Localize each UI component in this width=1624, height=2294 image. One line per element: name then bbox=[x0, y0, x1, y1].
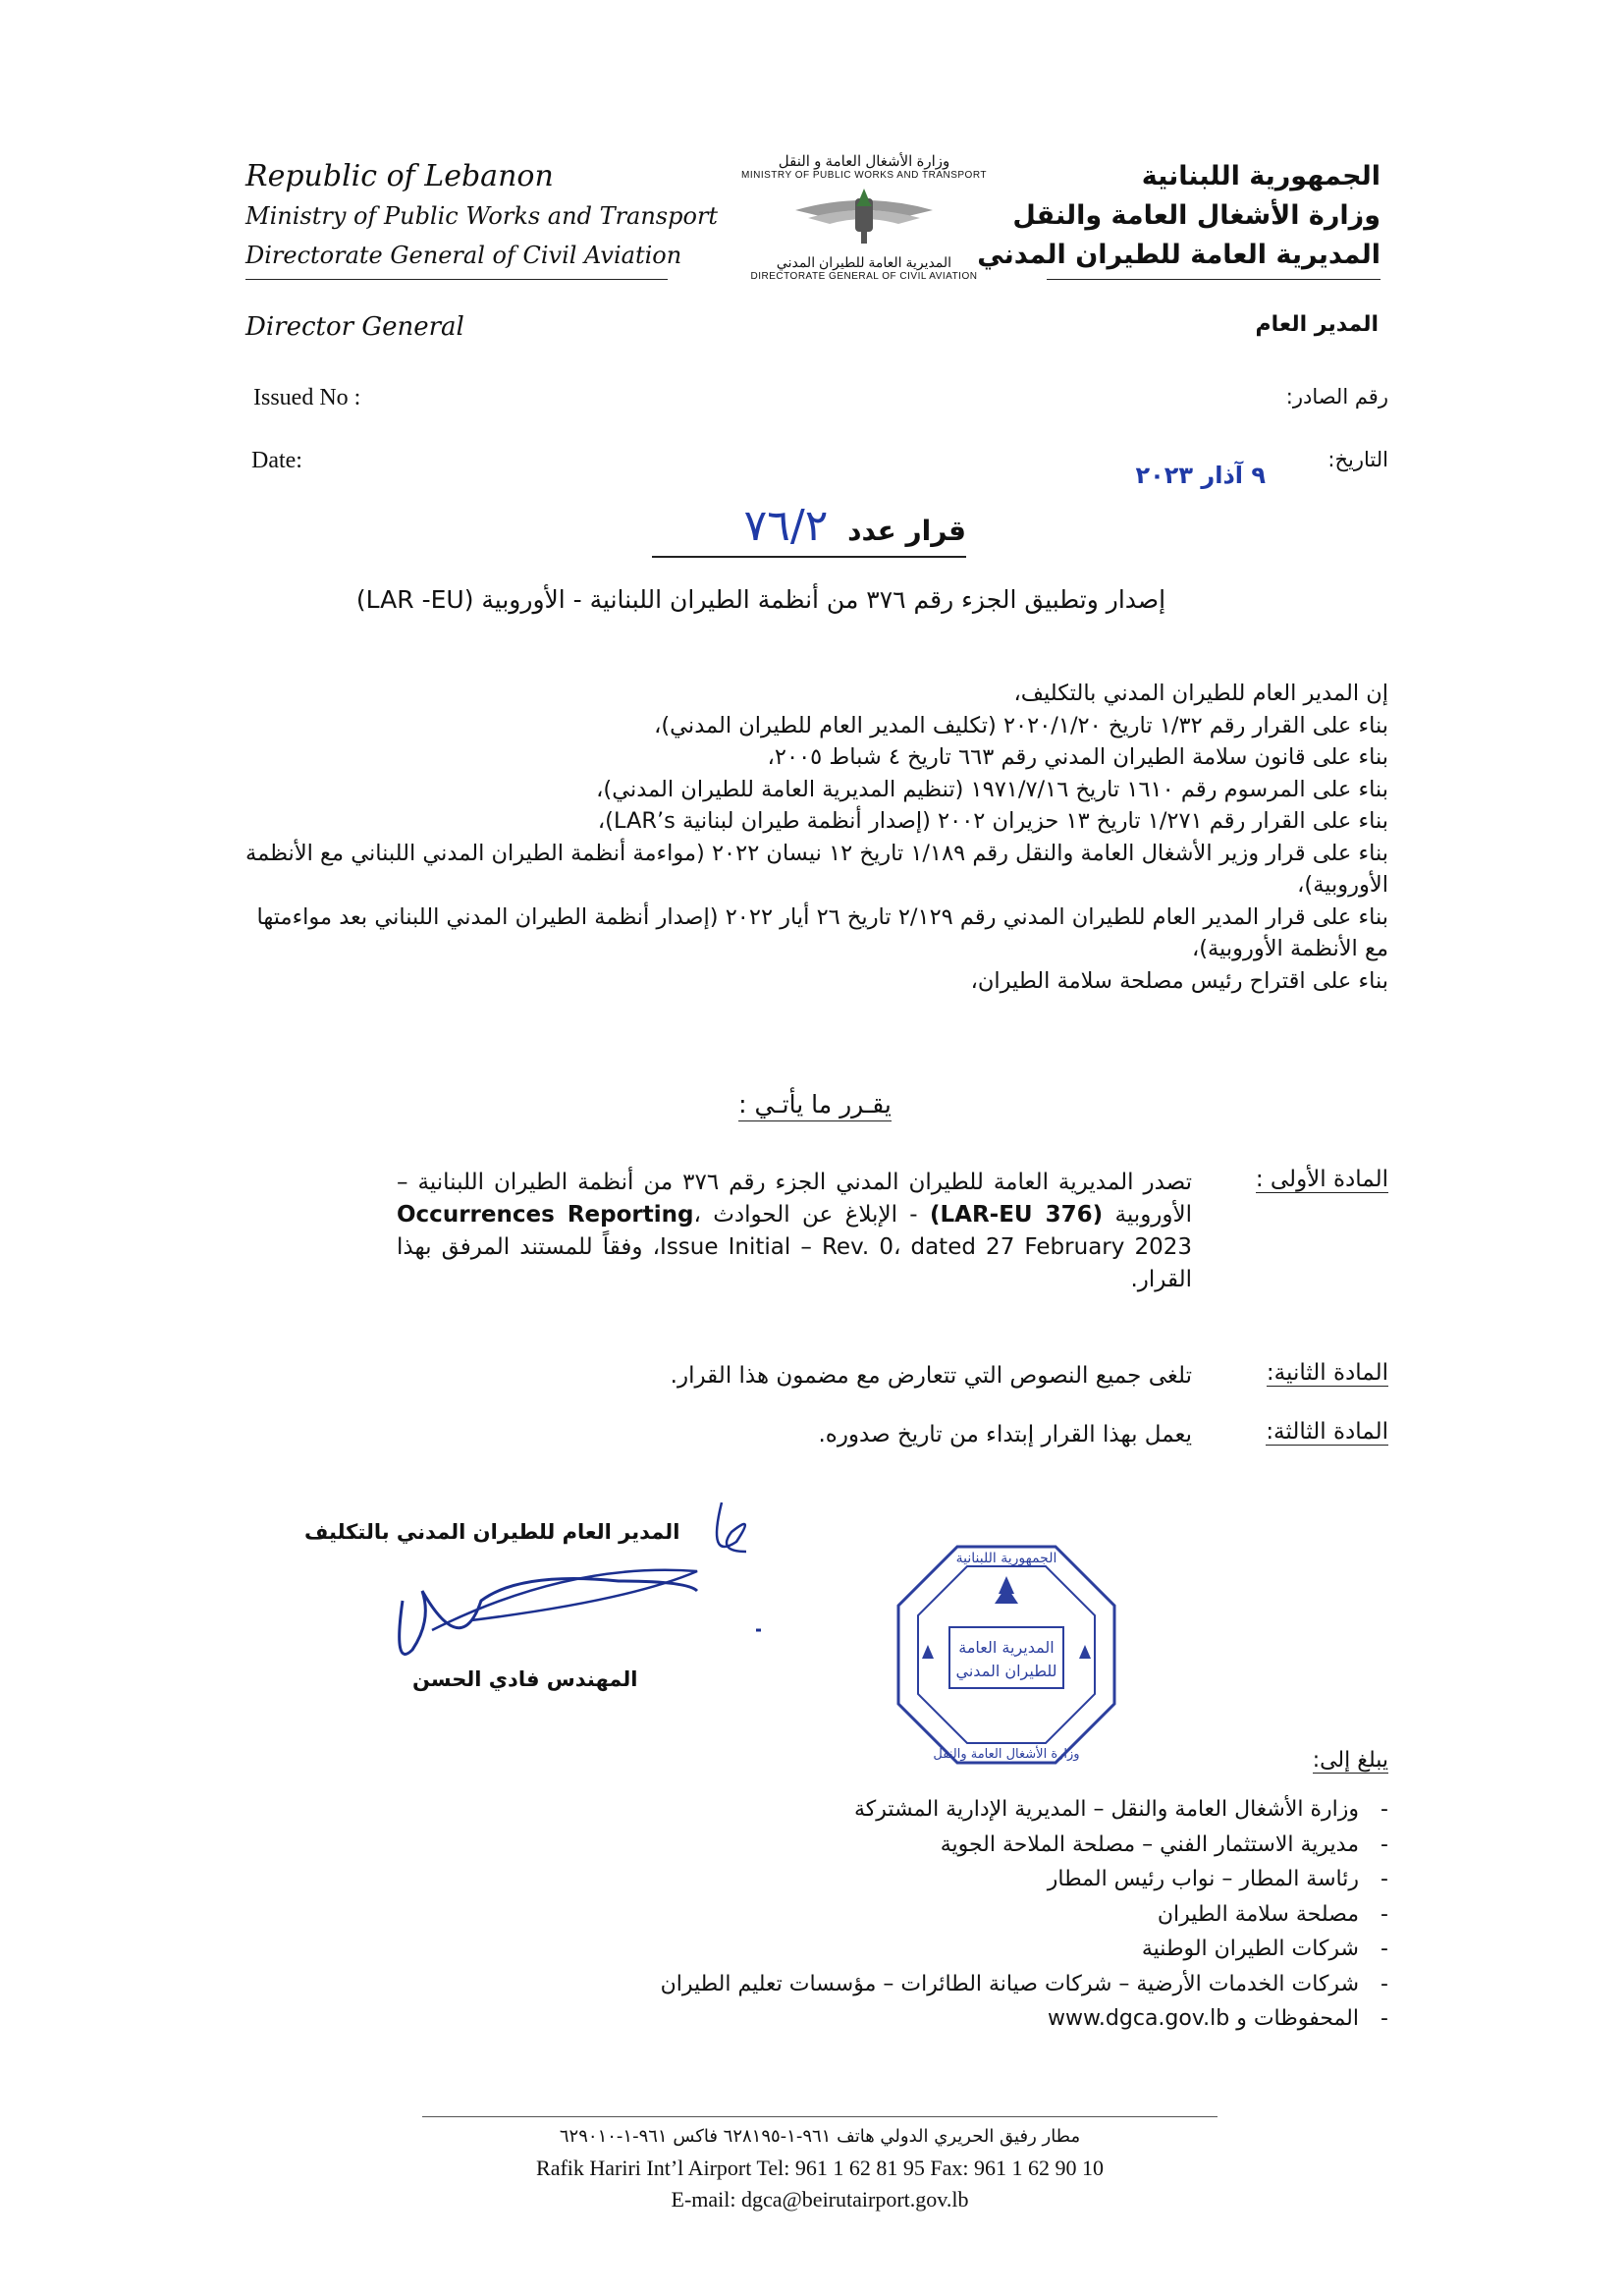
cc-list bbox=[661, 1792, 1388, 2037]
cc-item: - وزارة الأشغال العامة والنقل – المديرية الإدارية المشتركة bbox=[661, 1792, 1388, 1828]
cc-item: - رئاسة المطار – نواب رئيس المطار bbox=[661, 1862, 1388, 1897]
prelude-line: بناء على قرار وزير الأشغال العامة والنقل رقم ١/١٨٩ تاريخ ١٢ نيسان ٢٠٢٢ (مواءمة أنظمة الطيران المدني اللبناني مع الأنظمة الأوروبية)، bbox=[245, 840, 1388, 898]
prelude-line: بناء على قرار المدير العام للطيران المدني رقم ٢/١٢٩ تاريخ ٢٦ أيار ٢٠٢٢ (إصدار أنظمة الطيران المدني اللبناني بعد مواءمتها مع الأنظمة الأوروبية)، bbox=[256, 903, 1388, 961]
decision-underline bbox=[652, 556, 966, 558]
date-value: ٩ آذار ٢٠٢٣ bbox=[1135, 462, 1266, 489]
stamp-seal-icon bbox=[889, 1537, 1124, 1773]
prelude bbox=[240, 678, 1388, 997]
decision-number: ٧٦/٢ bbox=[743, 501, 829, 551]
article-3-label: المادة الثالثة: bbox=[1266, 1419, 1388, 1445]
republic-name-en: Republic of Lebanon bbox=[245, 159, 554, 193]
decision-label: قرار عدد bbox=[847, 515, 966, 547]
cc-item: - مديرية الاستثمار الفني – مصلحة الملاحة الجوية bbox=[661, 1828, 1388, 1863]
director-general-en: Director General bbox=[245, 312, 464, 342]
prelude-line: بناء على المرسوم رقم ١٦١٠ تاريخ ١٩٧١/٧/١٦ (تنظيم المديرية العامة للطيران المدني)، bbox=[596, 776, 1388, 802]
prelude-line: بناء على اقتراح رئيس مصلحة سلامة الطيران، bbox=[970, 967, 1388, 994]
director-general-ar: المدير العام bbox=[1255, 312, 1379, 337]
footer-address-en: Rafik Hariri Int’l Airport Tel: 961 1 62 81 95 Fax: 961 1 62 90 10 bbox=[536, 2156, 1104, 2180]
official-stamp bbox=[889, 1537, 1124, 1773]
directorate-name-ar: المديرية العامة للطيران المدني bbox=[977, 240, 1380, 270]
signatory-name: المهندس فادي الحسن bbox=[412, 1667, 638, 1691]
ministry-name-en: Ministry of Public Works and Transport bbox=[245, 202, 719, 230]
footer-rule bbox=[422, 2116, 1218, 2117]
stamp-inner-line-1: المديرية العامة bbox=[958, 1638, 1055, 1657]
header-english bbox=[245, 157, 718, 280]
article-2-label: المادة الثانية: bbox=[1266, 1360, 1388, 1386]
logo-ministry-ar: وزارة الأشغال العامة و النقل bbox=[778, 153, 950, 170]
cc-item: - شركات الطيران الوطنية bbox=[661, 1932, 1388, 1967]
footer bbox=[422, 2121, 1218, 2215]
issued-no-ar: رقم الصادر: bbox=[1285, 385, 1388, 409]
decides-heading: يقـرر ما يأتـي : bbox=[609, 1090, 1021, 1119]
logo-directorate-ar: المديرية العامة للطيران المدني bbox=[776, 254, 952, 270]
issued-no-en: Issued No : bbox=[253, 385, 361, 410]
logo-ministry-en: MINISTRY OF PUBLIC WORKS AND TRANSPORT bbox=[741, 170, 987, 181]
logo-directorate-en: DIRECTORATE GENERAL OF CIVIL AVIATION bbox=[750, 271, 978, 282]
stamp-outer-top: الجمهورية اللبنانية bbox=[955, 1551, 1057, 1566]
stamp-outer-bottom: وزارة الأشغال العامة والنقل bbox=[933, 1747, 1080, 1762]
stamp-inner-line-2: للطيران المدني bbox=[955, 1662, 1057, 1680]
footer-email: E-mail: dgca@beirutairport.gov.lb bbox=[671, 2187, 969, 2212]
article-3-text: يعمل بهذا القرار إبتداء من تاريخ صدوره. bbox=[818, 1422, 1192, 1447]
prelude-line: بناء على قانون سلامة الطيران المدني رقم ٦٦٣ تاريخ ٤ شباط ٢٠٠٥، bbox=[767, 744, 1388, 770]
date-label-en: Date: bbox=[251, 448, 302, 473]
cc-item: - مصلحة سلامة الطيران bbox=[661, 1897, 1388, 1933]
header-arabic bbox=[977, 157, 1380, 280]
header-rule-en bbox=[245, 279, 668, 280]
republic-name-ar: الجمهورية اللبنانية bbox=[1141, 161, 1380, 191]
cc-item: - المحفوظات و www.dgca.gov.lb bbox=[661, 2001, 1388, 2037]
handwritten-signature-icon bbox=[373, 1483, 785, 1699]
header-rule-ar bbox=[1047, 279, 1380, 280]
signature-title: المدير العام للطيران المدني بالتكليف bbox=[304, 1520, 680, 1544]
directorate-name-en: Directorate General of Civil Aviation bbox=[245, 242, 682, 269]
article-1-text: تصدر المديرية العامة للطيران المدني الجزء رقم ٣٧٦ من أنظمة الطيران اللبنانية – الأوروبية (LAR-EU 376) - الإبلاغ عن الحوادث Occurrences Reporting، Issue Initial – Rev. 0، dated 27 February 2023، وفقاً للمستند المرفق بهذا القرار. bbox=[397, 1170, 1193, 1292]
article-2-text: تلغى جميع النصوص التي تتعارض مع مضمون هذا القرار. bbox=[670, 1363, 1192, 1389]
ministry-logo bbox=[722, 152, 1006, 282]
cc-label: يبلغ إلى: bbox=[1312, 1748, 1388, 1773]
cc-item: - شركات الخدمات الأرضية – شركات صيانة الطائرات – مؤسسات تعليم الطيران bbox=[661, 1967, 1388, 2002]
footer-address-ar: مطار رفيق الحريري الدولي هاتف ٩٦١-١-٦٢٨١٩٥ فاكس ٩٦١-١-٦٢٩٠١٠ bbox=[559, 2126, 1081, 2147]
article-1-label: المادة الأولى : bbox=[1255, 1167, 1388, 1192]
prelude-line: بناء على القرار رقم ١/٣٢ تاريخ ٢٠٢٠/١/٢٠ (تكليف المدير العام للطيران المدني)، bbox=[654, 712, 1388, 738]
date-label-ar: التاريخ: bbox=[1327, 448, 1388, 471]
prelude-line: بناء على القرار رقم ١/٢٧١ تاريخ ١٣ حزيران ٢٠٠٢ (إصدار أنظمة طيران لبنانية LAR’s)، bbox=[597, 808, 1388, 834]
prelude-line: إن المدير العام للطيران المدني بالتكليف، bbox=[1013, 681, 1388, 706]
ministry-name-ar: وزارة الأشغال العامة والنقل bbox=[1012, 200, 1380, 231]
decision-heading bbox=[744, 501, 966, 551]
decision-subject: إصدار وتطبيق الجزء رقم ٣٧٦ من أنظمة الطيران اللبنانية - الأوروبية (LAR -EU) bbox=[355, 585, 1166, 614]
airplane-emblem-icon bbox=[790, 181, 938, 249]
